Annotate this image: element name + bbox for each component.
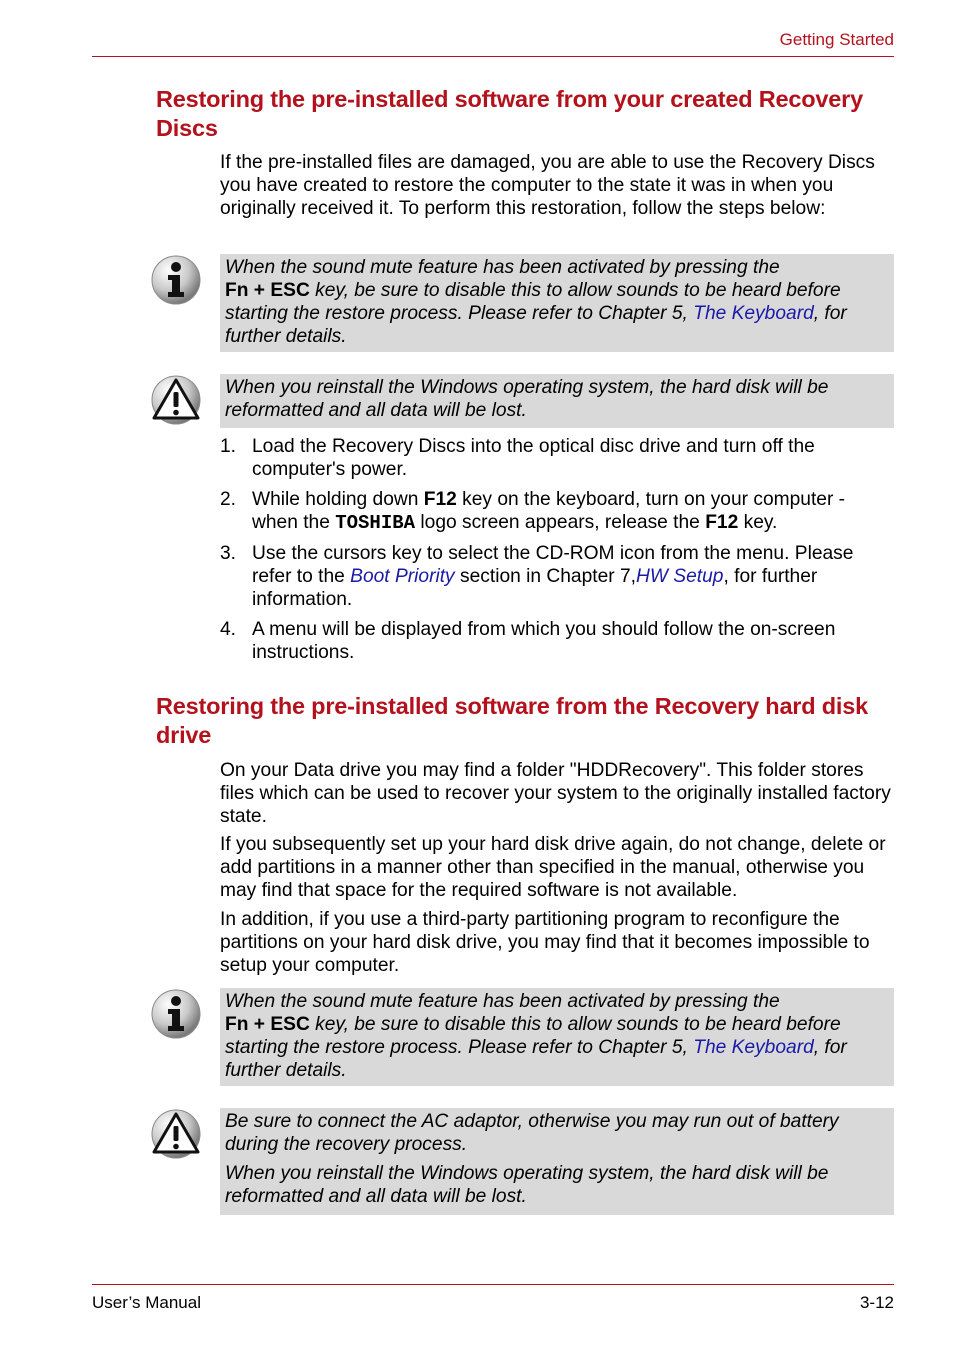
step-text: section in Chapter 7, [460,566,636,587]
step-text: While holding down [252,489,419,510]
step-number: 1. [220,436,237,457]
hdd-paragraph-2: If you subsequently set up your hard disk drive again, do not change, delete or add partitions in a manner other than specified in the manual, otherwise you may find that space for the required software is not available. [220,834,886,901]
list-item [220,435,894,481]
list-item [220,542,894,611]
info-note-tail: , for further details. [225,303,847,347]
warning-note-text: When you reinstall the Windows operating system, the hard disk will be reformatted and all data will be lost. [225,1163,829,1207]
step-text: , for further information. [252,566,818,610]
page-number: 3-12 [859,1293,894,1312]
info-icon [150,988,202,1040]
info-note-body: key, be sure to disable this to allow sounds to be heard before starting the restore process. Please refer to Chapter 5, [225,280,841,324]
key-esc: ESC [270,1014,310,1035]
warning-note-text: Be sure to connect the AC adaptor, otherwise you may run out of battery during the recovery process. [225,1111,839,1155]
warning-note-text: When you reinstall the Windows operating system, the hard disk will be reformatted and all data will be lost. [225,377,829,421]
step-text: key. [743,512,778,533]
toshiba-logo-text: TOSHIBA [335,512,416,534]
header-rule [92,56,894,57]
link-boot-priority[interactable]: Boot Priority [350,566,455,587]
info-note [220,988,894,1086]
info-note-text [225,990,889,1082]
footer-manual-title: User’s Manual [92,1293,201,1312]
list-item [220,618,894,664]
link-the-keyboard[interactable]: The Keyboard [693,303,814,324]
key-esc: ESC [270,280,310,301]
section-heading-recovery-hdd: Restoring the pre-installed software from the Recovery hard disk drive [156,693,868,748]
step-text: key on the keyboard, turn on your computer - when the [252,489,846,533]
link-hw-setup[interactable]: HW Setup [636,566,724,587]
info-icon [150,254,202,306]
hdd-paragraph-3: In addition, if you use a third-party partitioning program to reconfigure the partitions on your hard disk drive, you may find that it becomes impossible to setup your computer. [220,909,870,976]
info-note-tail: , for further details. [225,1037,847,1081]
key-f12: F12 [705,512,739,533]
step-number: 2. [220,489,237,510]
warning-note [220,1108,894,1215]
info-note-line: When the sound mute feature has been activated by pressing the [225,991,780,1012]
footer-rule [92,1284,894,1285]
key-plus: + [253,280,266,301]
step-number: 3. [220,543,237,564]
step-number: 4. [220,619,237,640]
key-f12: F12 [423,489,457,510]
hdd-paragraph-1: On your Data drive you may find a folder "HDDRecovery". This folder stores files which can be used to recover your system to the originally installed factory state. [220,760,891,827]
section-heading-recovery-discs: Restoring the pre-installed software from your created Recovery Discs [156,86,863,141]
info-note-line: When the sound mute feature has been activated by pressing the [225,257,780,278]
recovery-steps-list [220,435,894,671]
list-item [220,488,894,535]
step-text: A menu will be displayed from which you should follow the on-screen instructions. [252,619,836,663]
running-header: Getting Started [779,30,894,49]
step-text: Use the cursors key to select the CD-ROM icon from the menu. Please refer to the [252,543,854,587]
info-note-body: key, be sure to disable this to allow sounds to be heard before starting the restore process. Please refer to Chapter 5, [225,1014,841,1058]
key-fn: Fn [225,280,249,301]
info-note [220,254,894,352]
key-plus: + [253,1014,266,1035]
warning-icon [150,1108,202,1160]
info-note-text [225,256,889,348]
warning-note [220,374,894,428]
key-fn: Fn [225,1014,249,1035]
step-text: Load the Recovery Discs into the optical disc drive and turn off the computer's power. [252,436,815,480]
link-the-keyboard[interactable]: The Keyboard [693,1037,814,1058]
warning-icon [150,374,202,426]
intro-paragraph: If the pre-installed files are damaged, you are able to use the Recovery Discs you have created to restore the computer to the state it was in when you originally received it. To perform this restoration, follow the steps below: [220,152,875,219]
step-text: logo screen appears, release the [420,512,700,533]
